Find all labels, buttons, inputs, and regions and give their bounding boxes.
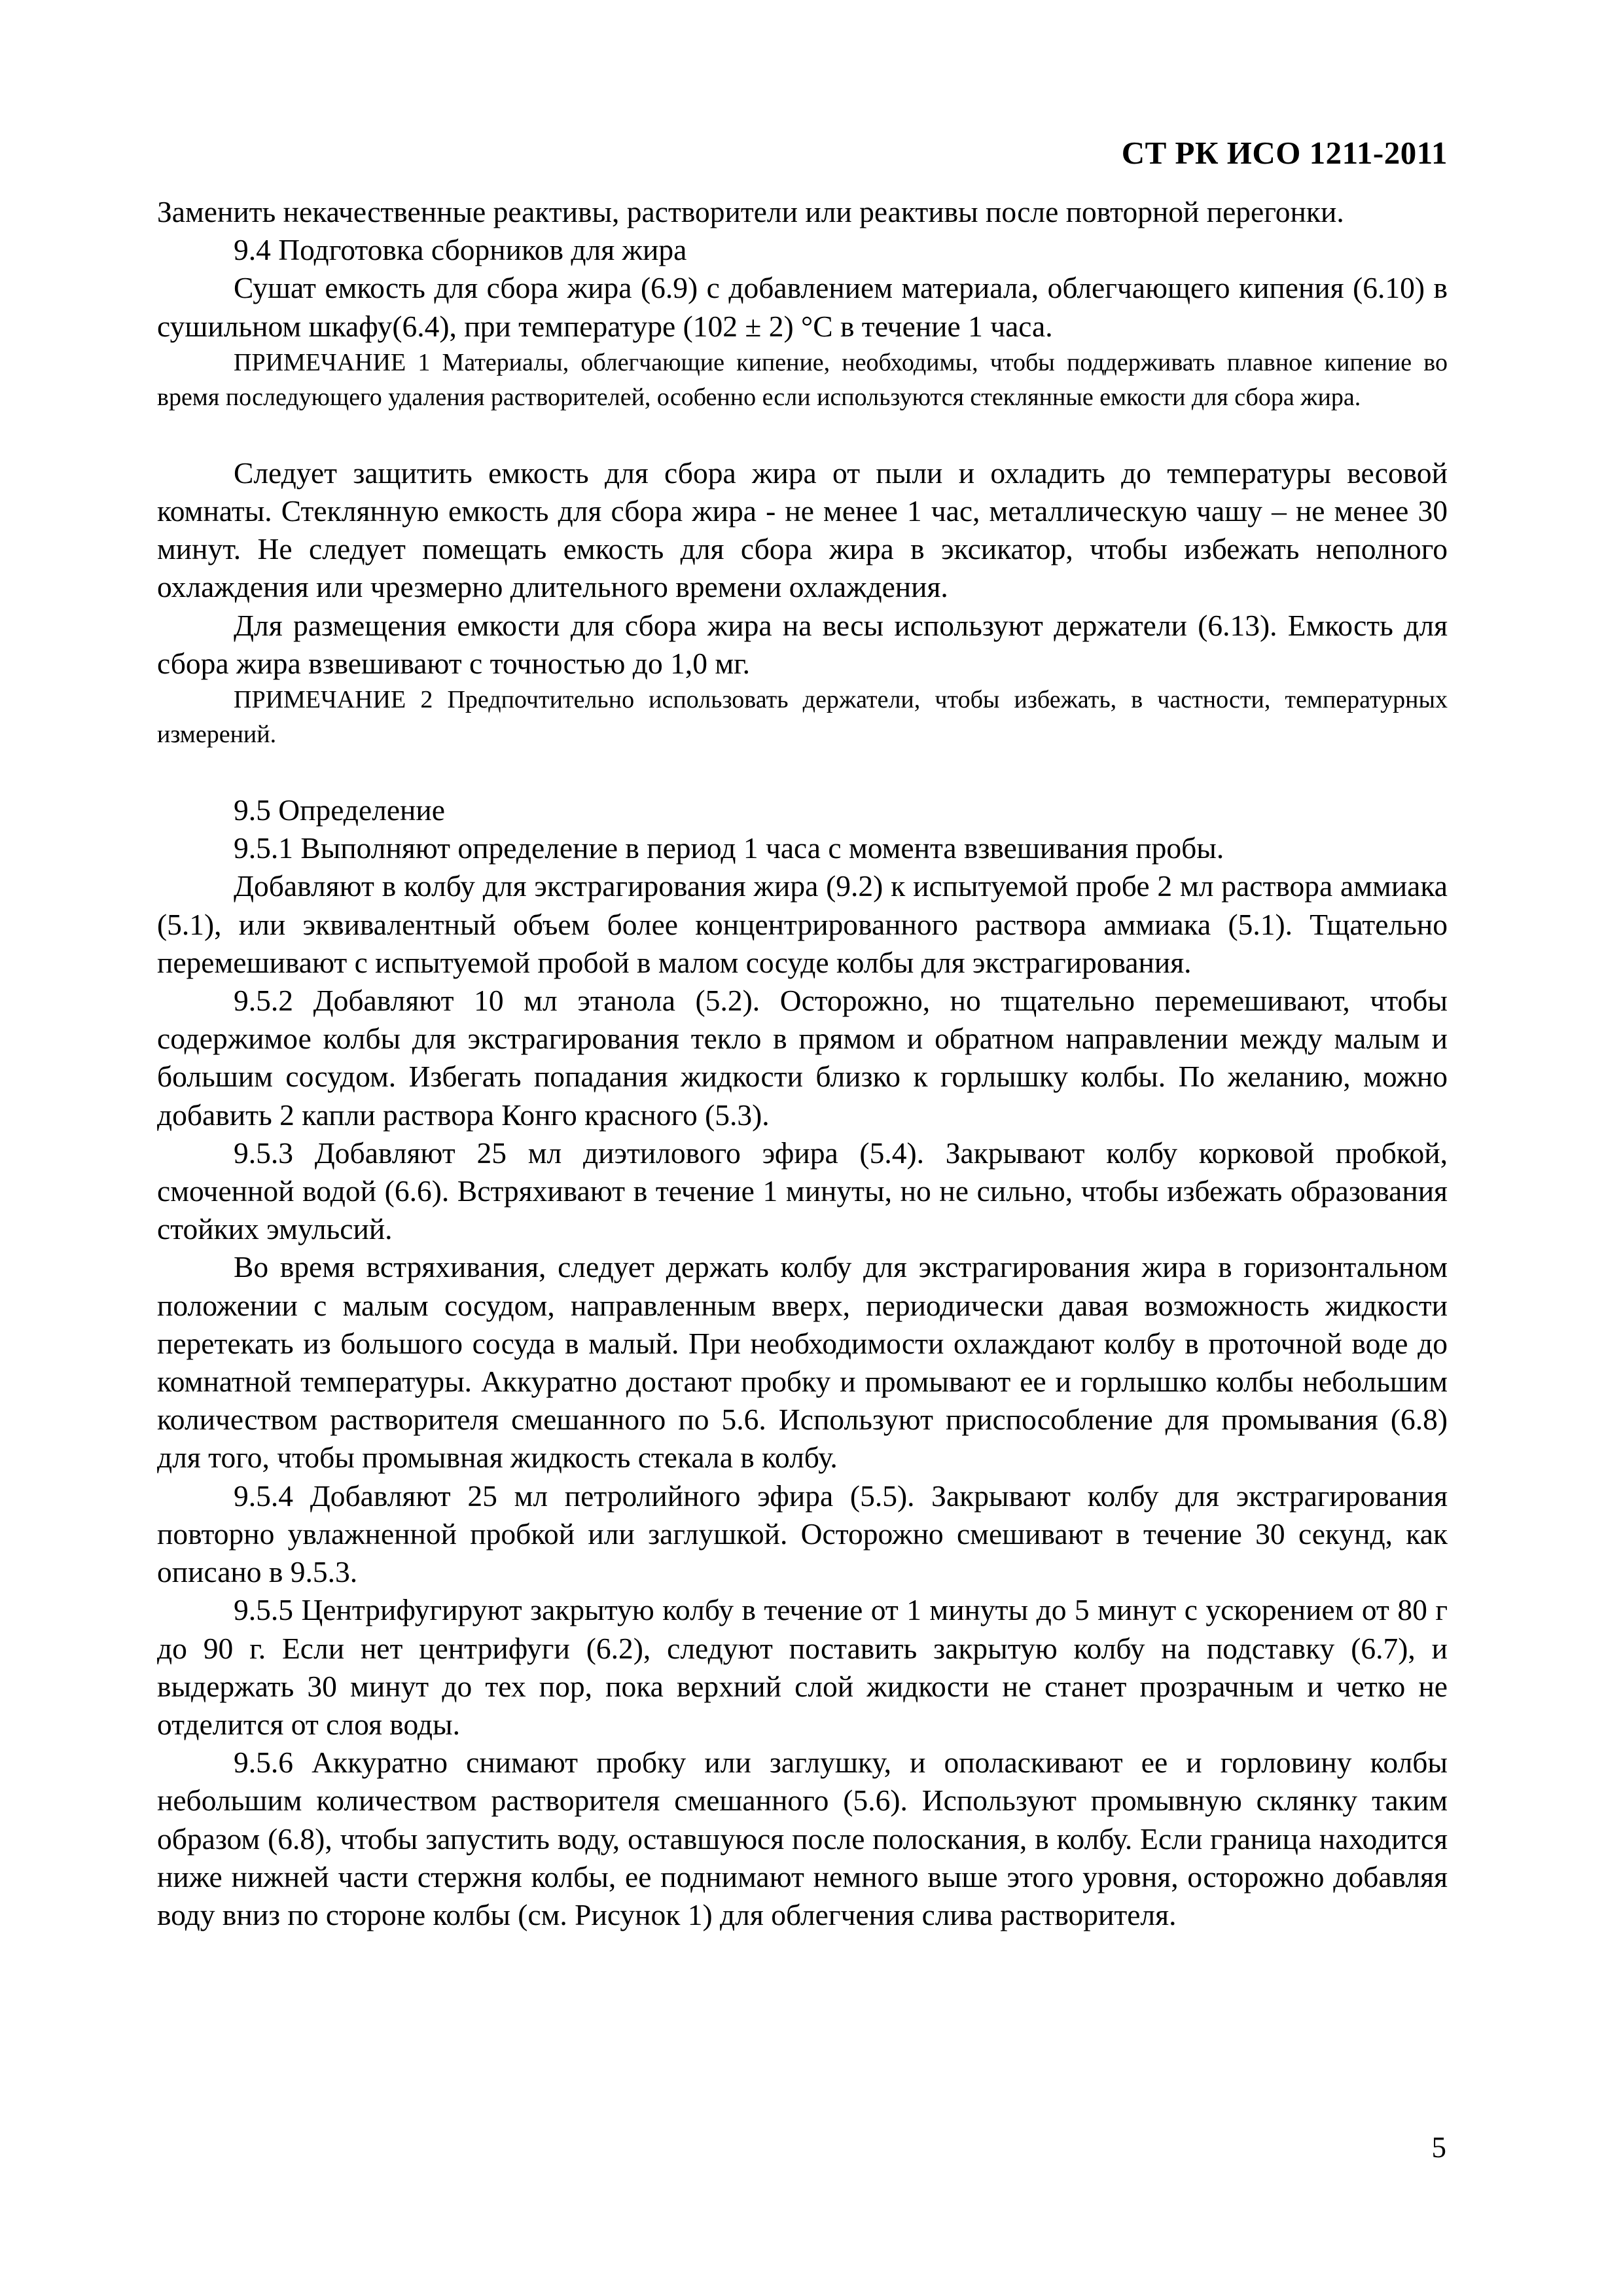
paragraph-9-5-4: 9.5.4 Добавляют 25 мл петролийного эфира (5.5). Закрывают колбу для экстрагирования повторно увлажненной пробкой или заглушкой. Осторожно смешивают в течение 30 секунд, как описано в 9.5.3. (157, 1479, 1448, 1589)
section-heading-9-5: 9.5 Определение (234, 793, 445, 827)
document-body (157, 193, 1448, 1934)
paragraph-9-5-5: 9.5.5 Центрифугируют закрытую колбу в течение от 1 минуты до 5 минут с ускорением от 80 г до 90 г. Если нет центрифуги (6.2), следуют поставить закрытую колбу на подставку (6.7), и выдержать 30 минут до тех пор, пока верхний слой жидкости не станет прозрачным и четко не отделится от слоя воды. (157, 1593, 1448, 1741)
paragraph-9-5-2: 9.5.2 Добавляют 10 мл этанола (5.2). Осторожно, но тщательно перемешивают, чтобы содержимое колбы для экстрагирования текло в прямом и обратном направлении между малым и большим сосудом. Избегать попадания жидкости близко к горлышку колбы. По желанию, можно добавить 2 капли раствора Конго красного (5.3). (157, 984, 1448, 1132)
paragraph-shaking: Во время встряхивания, следует держать колбу для экстрагирования жира в горизонтальном положении с малым сосудом, направленным вверх, периодически давая возможность жидкости перетекать из большого сосуда в малый. При необходимости охлаждают колбу в проточной воде до комнатной температуры. Аккуратно достают пробку и промывают ее и горлышко колбы небольшим количеством растворителя смешанного по 5.6. Используют приспособление для промывания (6.8) для того, чтобы промывная жидкость стекала в колбу. (157, 1250, 1448, 1475)
spacer (157, 415, 1448, 454)
paragraph-9-5-6: 9.5.6 Аккуратно снимают пробку или заглушку, и ополаскивают ее и горловину колбы небольшим количеством растворителя смешанного (5.6). Используют промывную склянку таким образом (6.8), чтобы запустить воду, оставшуюся после полоскания, в колбу. Если граница находится ниже нижней части стержня колбы, ее поднимают немного выше этого уровня, осторожно добавляя воду вниз по стороне колбы (см. Рисунок 1) для облегчения слива растворителя. (157, 1746, 1448, 1931)
section-heading-9-4: 9.4 Подготовка сборников для жира (234, 233, 687, 267)
paragraph-holders: Для размещения емкости для сбора жира на весы используют держатели (6.13). Емкость для сбора жира взвешивают с точностью до 1,0 мг. (157, 608, 1448, 680)
paragraph-replace-reagents: Заменить некачественные реактивы, растворители или реактивы после повторной перегонки. (157, 195, 1344, 228)
paragraph-9-5-3: 9.5.3 Добавляют 25 мл диэтилового эфира (5.4). Закрывают колбу корковой пробкой, смоченной водой (6.6). Встряхивают в течение 1 минуты, но не сильно, чтобы избежать образования стойких эмульсий. (157, 1136, 1448, 1246)
note-2: ПРИМЕЧАНИЕ 2 Предпочтительно использовать держатели, чтобы избежать, в частности, температурных измерений. (157, 686, 1448, 749)
standard-header: СТ РК ИСО 1211-2011 (1121, 135, 1448, 171)
paragraph-ammonia: Добавляют в колбу для экстрагирования жира (9.2) к испытуемой пробе 2 мл раствора аммиака (5.1), или эквивалентный объем более концентрированного раствора аммиака (5.1). Тщательно перемешивают с испытуемой пробой в малом сосуде колбы для экстрагирования. (157, 869, 1448, 979)
paragraph-protect-container: Следует защитить емкость для сбора жира от пыли и охладить до температуры весовой комнаты. Стеклянную емкость для сбора жира - не менее 1 час, металлическую чашу – не менее 30 минут. Не следует помещать емкость для сбора жира в эксикатор, чтобы избежать неполного охлаждения или чрезмерно длительного времени охлаждения. (157, 456, 1448, 604)
spacer (157, 752, 1448, 791)
note-1: ПРИМЕЧАНИЕ 1 Материалы, облегчающие кипение, необходимы, чтобы поддерживать плавное кипение во время последующего удаления растворителей, особенно если используются стеклянные емкости для сбора жира. (157, 348, 1448, 411)
paragraph-drying: Сушат емкость для сбора жира (6.9) с добавлением материала, облегчающего кипения (6.10) в сушильном шкафу(6.4), при температуре (102 ± 2) °С в течение 1 часа. (157, 271, 1448, 343)
paragraph-9-5-1: 9.5.1 Выполняют определение в период 1 часа с момента взвешивания пробы. (234, 831, 1224, 865)
page-number: 5 (1431, 2131, 1446, 2164)
